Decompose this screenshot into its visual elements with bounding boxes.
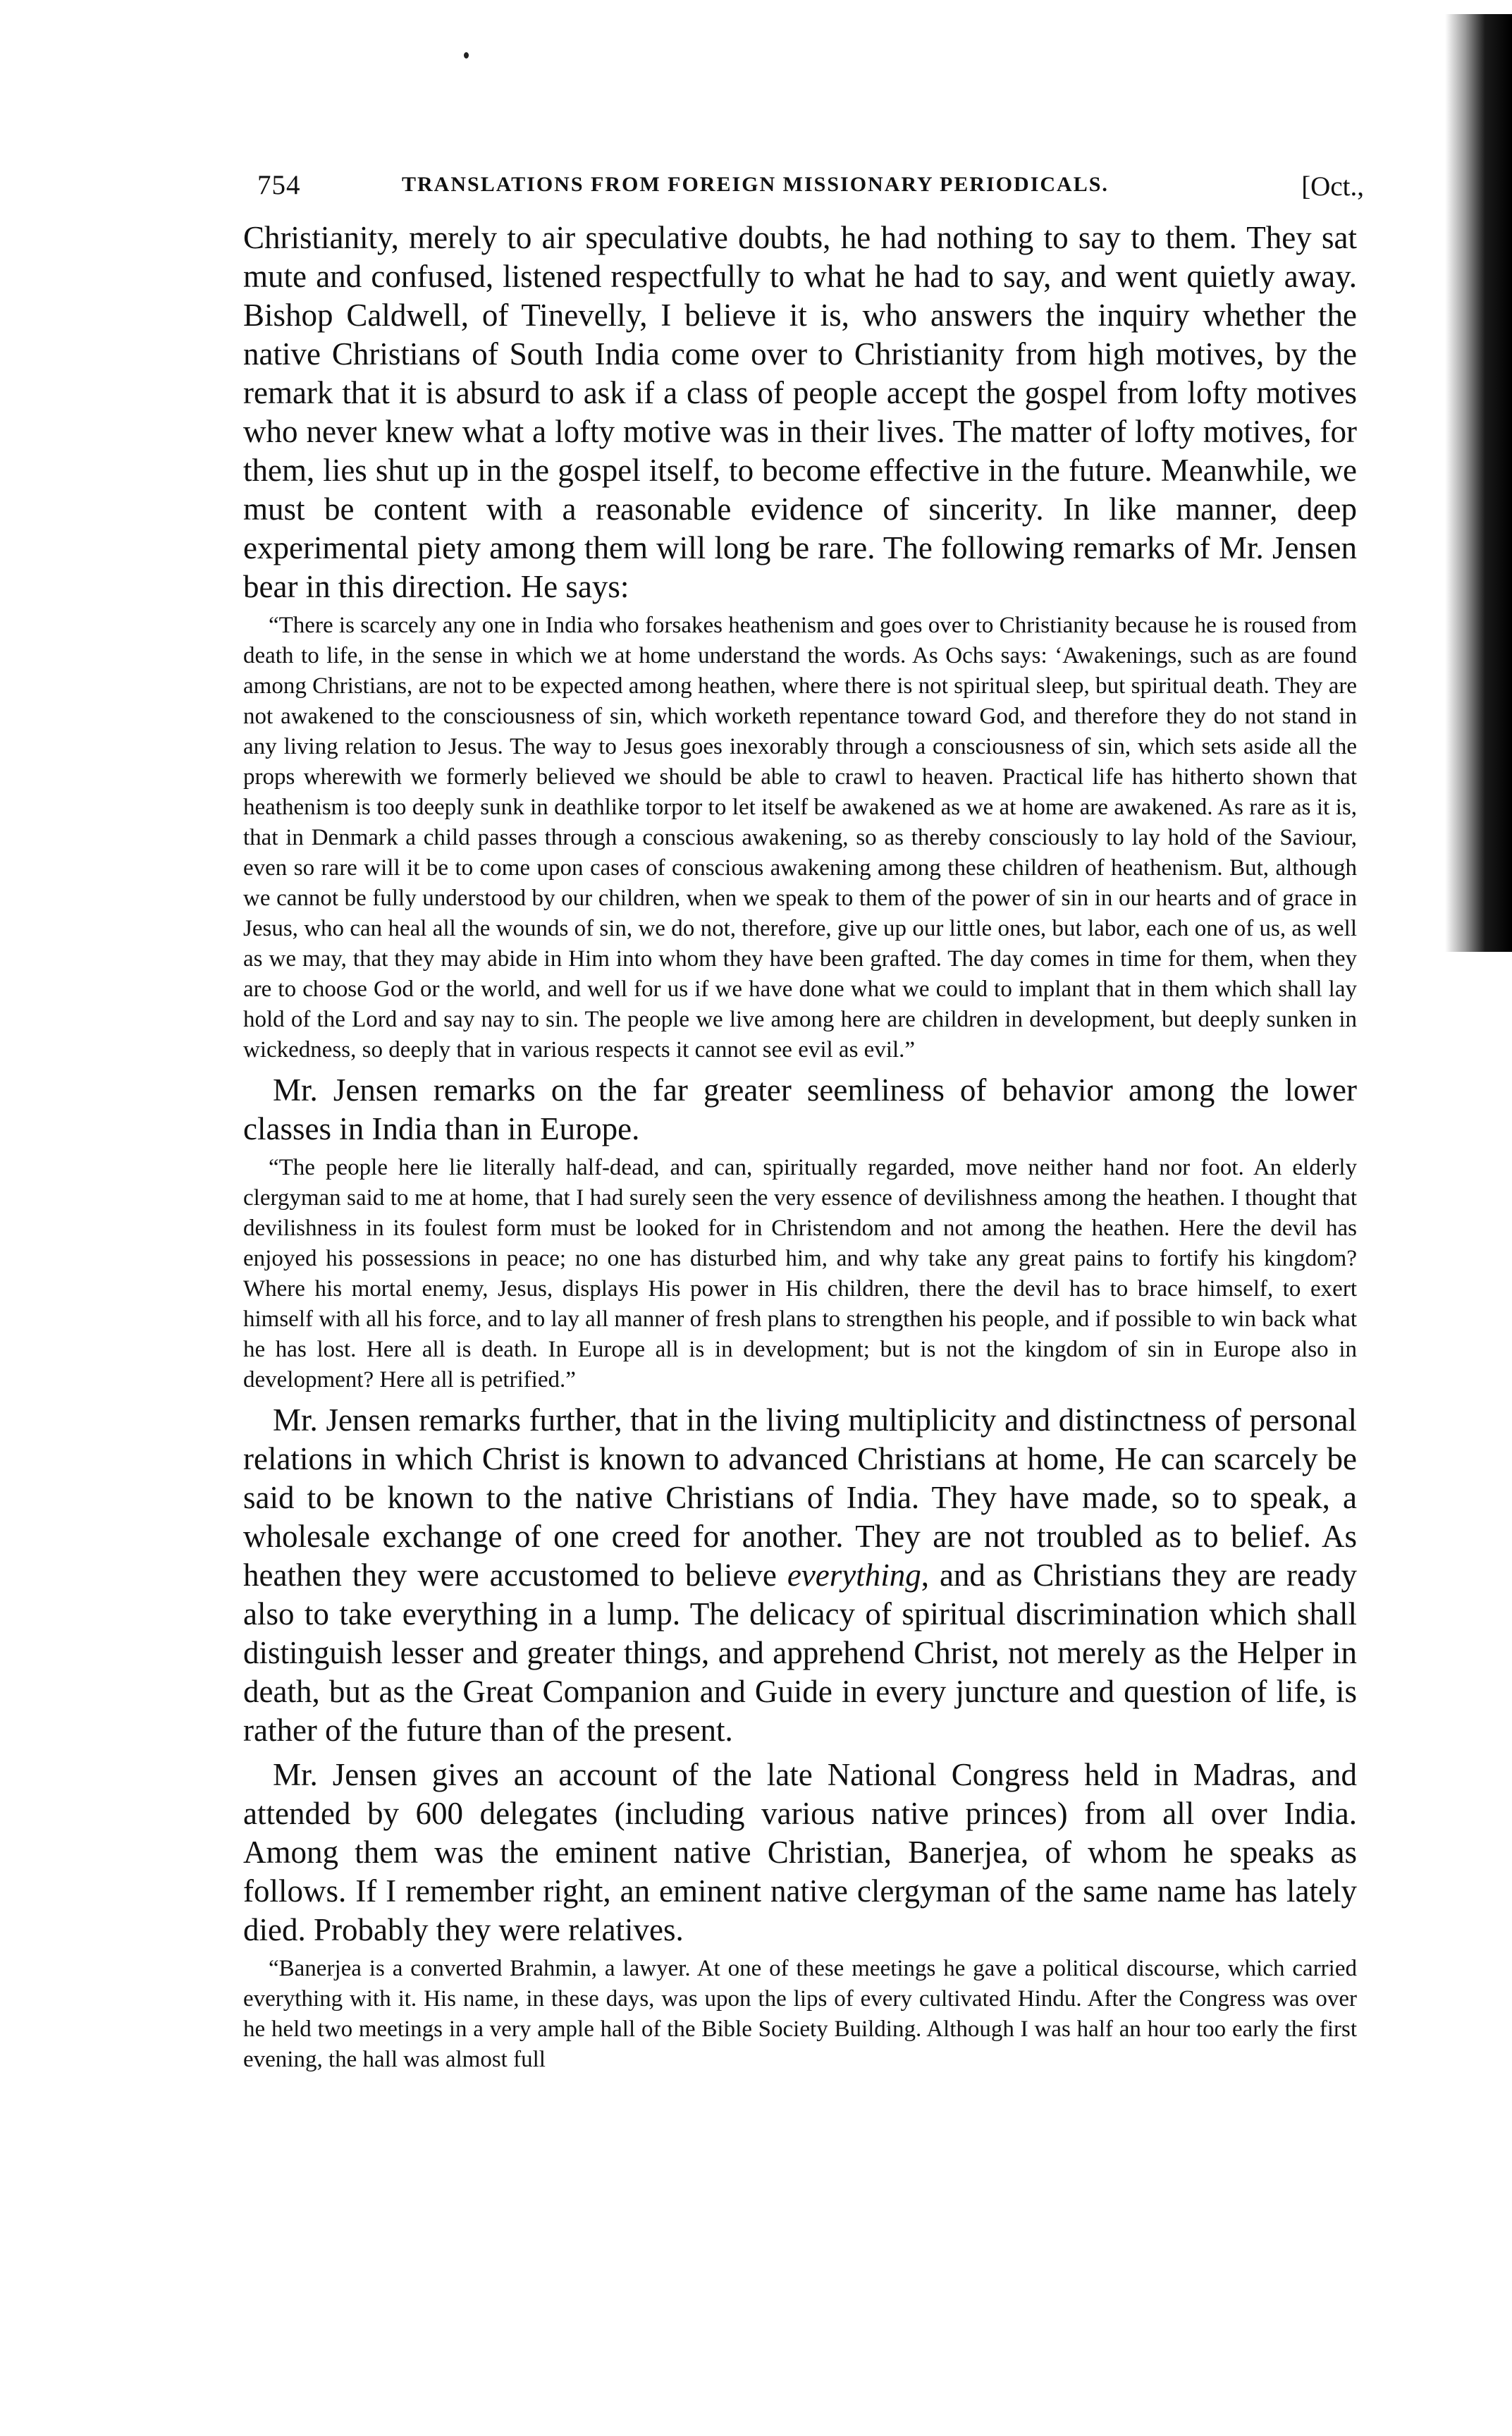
paragraph-4: Mr. Jensen gives an account of the late National Congress held in Madras, and attended by 600 delegates (including various native princes) from all over India. Among them was the eminent native Christian, Banerjea, of whom he speaks as follows. If I remember right, an eminent native clergyman of the same name has lately died. Probably they were relatives.	[243, 1757, 1357, 1947]
paragraph-3-text-b: , and as Christians they are ready also to take everything in a lump. The delicacy of spiritual discrimination which shall distinguish lesser and greater things, and apprehend Christ, not merely as the Helper in death, but as the Great Companion and Guide in every juncture and question of life, is rather of the future than of the present.	[243, 1557, 1357, 1748]
paragraph-3-text-a: Mr. Jensen remarks further, that in the living multiplicity and distinctness of personal relations in which Christ is known to advanced Christians at home, He can scarcely be said to be known to the native Christians of India. They have made, so to speak, a wholesale exchange of one creed for another. They are not troubled as to belief. As heathen they were accustomed to believe	[243, 1402, 1357, 1593]
paragraph-1: Christianity, merely to air speculative doubts, he had nothing to say to them. They sat mute and confused, listened respectfully to what he had to say, and went quietly away. Bishop Caldwell, of Tinevelly, I believe it is, who answers the inquiry whether the native Christians of South India come over to Christianity from high motives, by the remark that it is absurd to ask if a class of people accept the gospel from lofty motives who never knew what a lofty motive was in their lives. The matter of lofty motives, for them, lies shut up in the gospel itself, to become effective in the future. Meanwhile, we must be content with a reasonable evidence of sincerity. In like manner, deep experimental piety among them will long be rare. The following remarks of Mr. Jensen bear in this direction. He says:	[243, 220, 1357, 604]
running-head	[243, 169, 1364, 219]
running-month: [Oct.,	[1301, 171, 1364, 202]
page-number: 754	[257, 170, 301, 200]
quote-block-2: “The people here lie literally half-dead, and can, spiritually regarded, move neither hand nor foot. An elderly clergyman said to me at home, that I had surely seen the very essence of devilishness among the heathen. I thought that devilishness in its foulest form must be looked for in Christendom and not among the heathen. Here the devil has enjoyed his possessions in peace; no one has disturbed him, and why take any great pains to fortify his kingdom? Where his mortal enemy, Jesus, displays His power in His children, there the devil has to brace himself, to exert himself with all his force, and to lay all manner of fresh plans to strengthen his people, and if possible to win back what he has lost. Here all is death. In Europe all is in development; but is not the kingdom of sin in Europe also in development? Here all is petrified.”	[243, 1155, 1357, 1393]
page	[243, 169, 1364, 2078]
text-body	[243, 219, 1357, 2075]
page-edge-shadow	[1445, 14, 1512, 952]
quote-block-3: “Banerjea is a converted Brahmin, a lawyer. At one of these meetings he gave a political discourse, which carried everything with it. His name, in these days, was upon the lips of every cultivated Hindu. After the Congress was over he held two meetings in a very ample hall of the Bible Society Building. Although I was half an hour too early the first evening, the hall was almost full	[243, 1956, 1357, 2072]
quote-block-1: “There is scarcely any one in India who forsakes heathenism and goes over to Christianity because he is roused from death to life, in the sense in which we at home understand the words. As Ochs says: ‘Awakenings, such as are found among Christians, are not to be expected among heathen, where there is not spiritual sleep, but spiritual death. They are not awakened to the consciousness of sin, which worketh repentance toward God, and therefore they do not stand in any living relation to Jesus. The way to Jesus goes inexorably through a consciousness of sin, which sets aside all the props wherewith we formerly believed we should be able to crawl to heaven. Practical life has hitherto shown that heathenism is too deeply sunk in deathlike torpor to let itself be awakened as we at home are awakened. As rare as it is, that in Denmark a child passes through a conscious awakening, so as thereby consciously to lay hold of the Saviour, even so rare will it be to come upon cases of conscious awakening among these children of heathenism. But, although we cannot be fully understood by our children, when we speak to them of the power of sin in our hearts and of grace in Jesus, who can heal all the wounds of sin, we do not, therefore, give up our little ones, but labor, each one of us, as well as we may, that they may abide in Him into whom they have been grafted. The day comes in time for them, when they are to choose God or the world, and well for us if we have done what we could to implant that in them which shall lay hold of the Lord and say nay to sin. The people we live among here are children in development, but deeply sunken in wickedness, so deeply that in various respects it cannot see evil as evil.”	[243, 613, 1357, 1063]
ink-speck	[464, 52, 469, 59]
paragraph-3	[243, 1401, 1357, 1750]
paragraph-3-emphasis: everything	[787, 1557, 921, 1593]
paragraph-2: Mr. Jensen remarks on the far greater seemliness of behavior among the lower classes in India than in Europe.	[243, 1072, 1357, 1146]
running-title: TRANSLATIONS FROM FOREIGN MISSIONARY PERIODICALS.	[402, 173, 1109, 196]
